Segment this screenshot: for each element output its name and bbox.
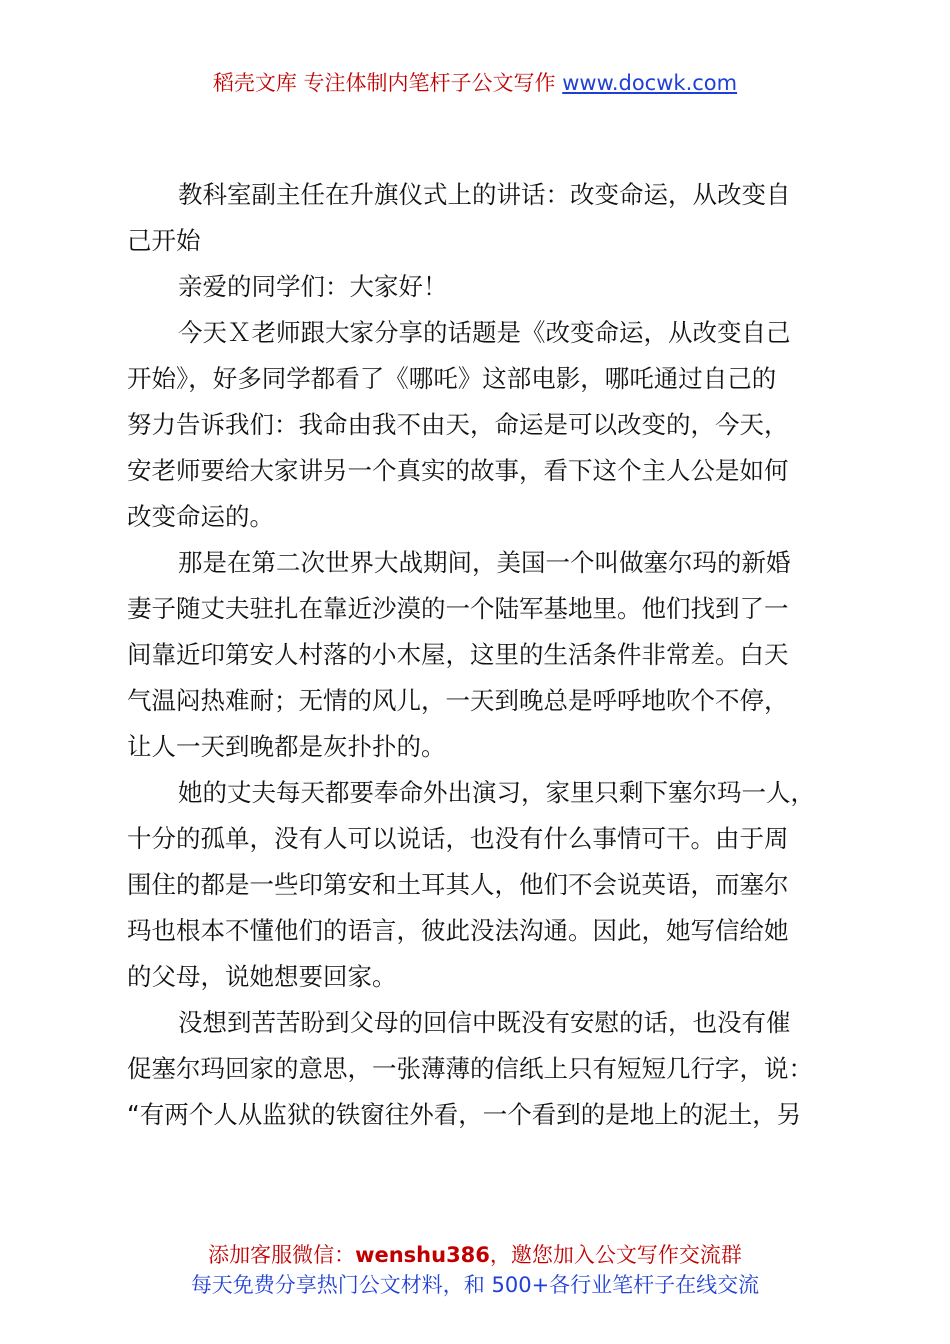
header-brand-text: 稻壳文库 专注体制内笔杆子公文写作 — [212, 71, 563, 95]
text-line: 改变命运的。 — [127, 502, 274, 531]
text-line: 教科室副主任在升旗仪式上的讲话：改变命运，从改变自 — [178, 180, 791, 209]
text-line: 那是在第二次世界大战期间，美国一个叫做塞尔玛的新婚 — [178, 548, 791, 577]
text-line: 亲爱的同学们：大家好！ — [178, 272, 448, 301]
footer-wechat-prefix: 添加客服微信： — [208, 1243, 356, 1267]
text-line: 己开始 — [127, 226, 201, 255]
footer-wechat-line — [0, 1240, 950, 1270]
text-line: 气温闷热难耐；无情的风儿，一天到晚总是呼呼地吹个不停， — [127, 686, 789, 715]
text-line: 让人一天到晚都是灰扑扑的。 — [127, 732, 446, 761]
text-line: 开始》，好多同学都看了《哪吒》这部电影，哪吒通过自己的 — [127, 364, 777, 393]
text-line: 今天Ｘ老师跟大家分享的话题是《改变命运，从改变自己 — [178, 318, 791, 347]
document-body — [127, 172, 847, 1138]
text-line: 围住的都是一些印第安和土耳其人，他们不会说英语，而塞尔 — [127, 870, 789, 899]
paragraph — [127, 770, 847, 1000]
text-line: 玛也根本不懂他们的语言，彼此没法沟通。因此，她写信给她 — [127, 916, 789, 945]
page-footer — [0, 1240, 950, 1300]
paragraph — [127, 1000, 847, 1138]
page-header — [0, 68, 950, 98]
paragraph — [127, 310, 847, 540]
text-line: 努力告诉我们：我命由我不由天，命运是可以改变的，今天， — [127, 410, 789, 439]
text-line: 促塞尔玛回家的意思，一张薄薄的信纸上只有短短几行字，说： — [127, 1054, 813, 1083]
paragraph-greeting — [127, 264, 847, 310]
header-website-link[interactable]: www.docwk.com — [562, 71, 738, 95]
text-line: 间靠近印第安人村落的小木屋，这里的生活条件非常差。白天 — [127, 640, 789, 669]
footer-promo-line: 每天免费分享热门公文材料，和 500+各行业笔杆子在线交流 — [190, 1273, 760, 1297]
text-line: “有两个人从监狱的铁窗往外看，一个看到的是地上的泥土，另 — [127, 1100, 802, 1129]
text-line: 的父母，说她想要回家。 — [127, 962, 397, 991]
wechat-id: wenshu386 — [355, 1243, 490, 1267]
text-line: 十分的孤单，没有人可以说话，也没有什么事情可干。由于周 — [127, 824, 789, 853]
text-line: 她的丈夫每天都要奉命外出演习，家里只剩下塞尔玛一人， — [178, 778, 815, 807]
paragraph-title — [127, 172, 847, 264]
text-line: 没想到苦苦盼到父母的回信中既没有安慰的话，也没有催 — [178, 1008, 791, 1037]
text-line: 安老师要给大家讲另一个真实的故事，看下这个主人公是如何 — [127, 456, 789, 485]
footer-wechat-suffix: ，邀您加入公文写作交流群 — [489, 1243, 742, 1267]
text-line: 妻子随丈夫驻扎在靠近沙漠的一个陆军基地里。他们找到了一 — [127, 594, 789, 623]
paragraph — [127, 540, 847, 770]
